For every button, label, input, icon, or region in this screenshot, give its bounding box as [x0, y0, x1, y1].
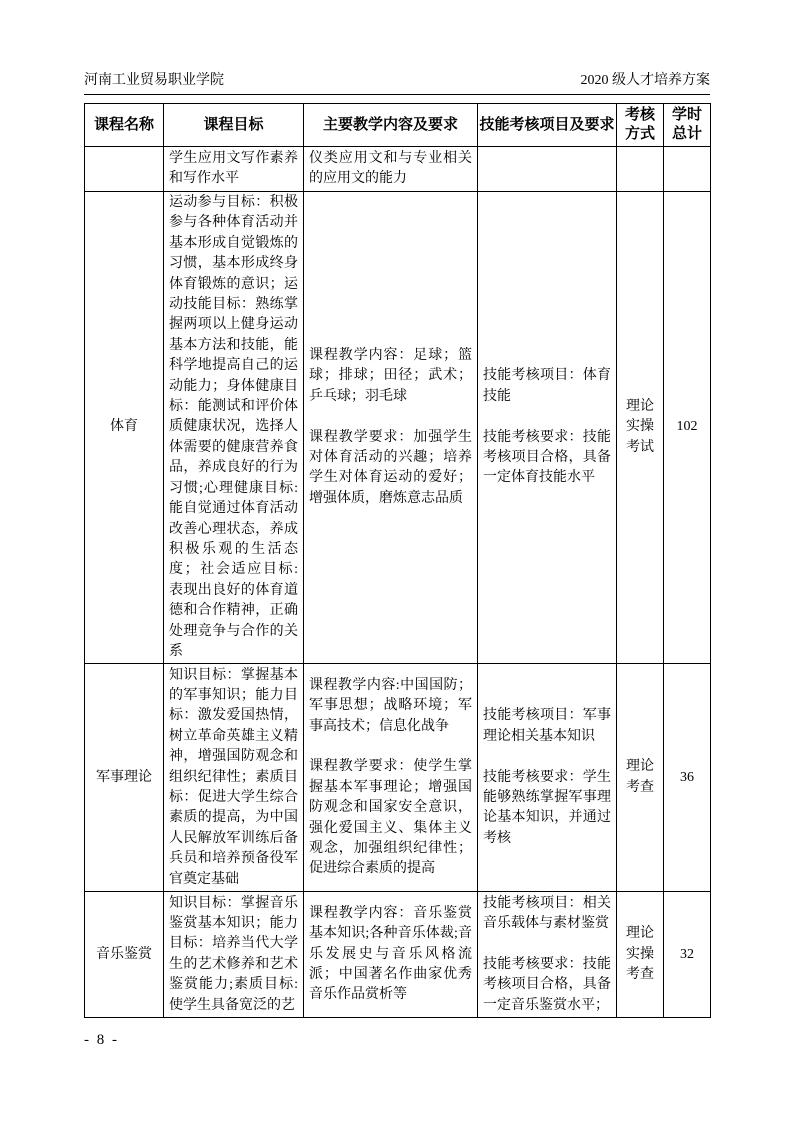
document-header: [84, 72, 710, 90]
assessment-paragraph: 技能考核项目：军事理论相关基本知识: [483, 708, 611, 744]
cell-assessment: [478, 192, 617, 664]
method-line: 理论: [626, 926, 654, 942]
assessment-paragraph: 技能考核项目：体育技能: [483, 368, 611, 404]
header-program-title: 2020 级人才培养方案: [580, 73, 710, 88]
cell-course-name: [85, 147, 164, 192]
cell-content: [304, 664, 478, 892]
content-paragraph: 课程教学内容：足球；篮球；排球；田径；武术；乒乓球；羽毛球: [309, 348, 472, 404]
cell-content: [304, 892, 478, 1018]
content-paragraph: 课程教学要求：加强学生对体育活动的兴趣；培养学生对体育运动的爱好；增强体质，磨炼意志品质: [309, 429, 472, 506]
col-header-assessment: 技能考核项目及要求: [478, 104, 617, 147]
cell-content: [304, 192, 478, 664]
cell-method: [617, 892, 664, 1018]
method-line: 考查: [626, 779, 654, 795]
cell-hours: 32: [664, 892, 711, 1018]
assessment-paragraph: 技能考核要求：学生能够熟练掌握军事理论基本知识，并通过考核: [483, 769, 611, 846]
cell-objectives: [164, 664, 304, 892]
col-header-method: 考核方式: [617, 104, 664, 147]
cell-course-name: 体育: [85, 192, 164, 664]
method-line: 实操: [626, 419, 654, 435]
cell-hours: [664, 147, 711, 192]
cell-assessment: [478, 147, 617, 192]
cell-course-name: 军事理论: [85, 664, 164, 892]
assessment-paragraph: 技能考核要求：技能考核项目合格，具备一定体育技能水平: [483, 429, 611, 486]
header-school-name: 河南工业贸易职业学院: [84, 73, 224, 88]
cell-method: [617, 192, 664, 664]
col-header-course-name: 课程名称: [85, 104, 164, 147]
method-line: 理论: [626, 399, 654, 415]
cell-objectives: [164, 147, 304, 192]
col-header-objectives: 课程目标: [164, 104, 304, 147]
page-number: - 8 -: [84, 1032, 119, 1048]
header-rule: [84, 94, 710, 95]
cell-assessment: [478, 892, 617, 1018]
table-row-continuation: [85, 147, 711, 192]
cell-content: [304, 147, 478, 192]
table-row-physical-education: [85, 192, 711, 664]
cell-hours: 36: [664, 664, 711, 892]
method-line: 考查: [626, 967, 654, 983]
method-line: 考试: [626, 439, 654, 455]
objectives-text: 知识目标：掌握音乐鉴赏基本知识；能力目标：培养当代大学生的艺术修养和艺术鉴赏能力;素质目标:使学生具备宽泛的艺: [169, 895, 298, 1013]
col-header-content: 主要教学内容及要求: [304, 104, 478, 147]
table-row-music-appreciation: [85, 892, 711, 1018]
assessment-paragraph: 技能考核项目：相关音乐载体与素材鉴赏: [483, 895, 611, 932]
cell-objectives: [164, 192, 304, 664]
method-line: 理论: [626, 759, 654, 775]
curriculum-table: [84, 103, 711, 1018]
cell-hours: 102: [664, 192, 711, 664]
content-text: 仪类应用文和与专业相关的应用文的能力: [309, 150, 472, 186]
content-paragraph: 课程教学内容：音乐鉴赏基本知识;各种音乐体裁;音乐发展史与音乐风格流派；中国著名作曲家优秀音乐作品赏析等: [309, 905, 472, 1003]
method-line: 实操: [626, 946, 654, 962]
content-paragraph: 课程教学内容:中国国防；军事思想；战略环境；军事高技术；信息化战争: [309, 677, 472, 734]
assessment-paragraph: 技能考核要求：技能考核项目合格，具备一定音乐鉴赏水平；: [483, 956, 611, 1013]
cell-course-name: 音乐鉴赏: [85, 892, 164, 1018]
cell-method: [617, 147, 664, 192]
objectives-text: 知识目标：掌握基本的军事知识；能力目标：激发爱国热情，树立革命英雄主义精神，增强国防观念和组织纪律性；素质目标：促进大学生综合素质的提高，为中国人民解放军训练后备兵员和培养预备役军官奠定基础: [169, 667, 298, 887]
objectives-text: 运动参与目标：积极参与各种体育活动并基本形成自觉锻炼的习惯，基本形成终身体育锻炼的意识；运动技能目标：熟练掌握两项以上健身运动基本方法和技能，能科学地提高自己的运动能力；身体健康目标：能测试和评价体质健康状况，选择人体需要的健康营养食品，养成良好的行为习惯;心理健康目标:能自觉通过体育活动改善心理状态，养成积极乐观的生活态度；社会适应目标:表现出良好的体育道德和合作精神，正确处理竞争与合作的关系: [169, 195, 298, 659]
cell-method: [617, 664, 664, 892]
table-row-military-theory: [85, 664, 711, 892]
table-header-row: [85, 104, 711, 147]
content-paragraph: 课程教学要求：使学生掌握基本军事理论；增强国防观念和国家安全意识，强化爱国主义、集体主义观念，加强组织纪律性；促进综合素质的提高: [309, 759, 472, 877]
cell-assessment: [478, 664, 617, 892]
cell-objectives: [164, 892, 304, 1018]
col-header-hours: 学时总计: [664, 104, 711, 147]
objectives-text: 学生应用文写作素养和写作水平: [169, 150, 298, 186]
